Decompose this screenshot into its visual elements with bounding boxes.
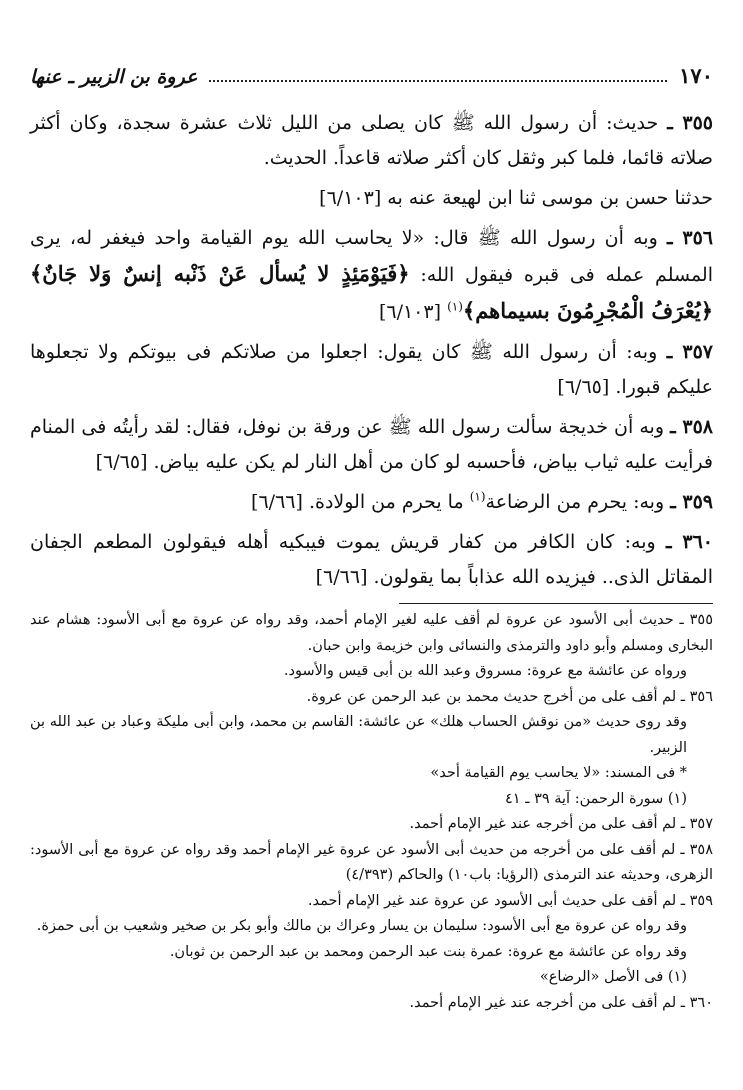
main-text: [30, 106, 713, 595]
hadith-text: وبه أن رسول الله ﷺ قال: «لا يحاسب الله يوم القيامة واحد فيغفر له، يرى المسلم عمله فى قبره فيقول الله:: [30, 227, 713, 286]
footnote-marker: (١): [447, 299, 463, 314]
header-dotted-leader: [209, 80, 667, 82]
footnote: ٣٥٧ ـ لم أقف على من أخرجه عند غير الإمام أحمد.: [409, 816, 713, 832]
page-number: ١٧٠: [679, 63, 713, 88]
hadith-isnad: [30, 181, 713, 216]
hadith-entry: [30, 335, 713, 405]
footnote-marker: (١): [469, 489, 486, 504]
hadith-entry: [30, 221, 713, 330]
footnote: وقد رواه عن عروة مع أبى الأسود: سليمان بن يسار وعراك بن مالك وأبو بكر بن صخير وشعيب بن أبى حمزة.: [36, 918, 687, 934]
footnote: (١) سورة الرحمن: آية ٣٩ ـ ٤١: [505, 790, 687, 807]
hadith-text: حديث: أن رسول الله ﷺ كان يصلى من الليل ثلاث عشرة سجدة، وكان أكثر صلاته قائما، فلما كبر وثقل كان أكثر صلاته قاعداً. الحديث.: [30, 112, 713, 169]
footnote: ورواه عن عائشة مع عروة: مسروق وعبد الله بن أبى قيس والأسود.: [283, 663, 687, 679]
footnote: وقد رواه عن عائشة مع عروة: عمرة بنت عبد الرحمن ومحمد بن عبد الرحمن بن ثوبان.: [169, 943, 687, 960]
footnote-separator: [399, 603, 713, 604]
footnote: ٣٥٨ ـ لم أقف على من أخرجه من حديث أبى الأسود عن عروة غير الإمام أحمد وقد رواه عن عروة مع أبى الأسود: الزهرى، وحديثه عند الترمذى (الرؤيا: باب١٠) والحاكم (٤/٣٩٣): [30, 841, 713, 883]
footnote: ٣٥٦ ـ لم أقف على من أخرج حديث محمد بن عبد الرحمن عن عروة.: [306, 688, 713, 705]
reference: [٦/١٠٣]: [378, 301, 442, 323]
running-title: عروة بن الزبير ـ عنها: [30, 66, 198, 88]
hadith-number: ٣٥٩ ـ: [670, 491, 713, 513]
hadith-text: وبه: كان الكافر من كفار قريش يموت فيبكيه أهله فيقولون المطعم الجفان المقاتل الذى.. فيزيده الله عذاباً بما يقولون. [٦/٦٦]: [30, 531, 713, 588]
hadith-number: ٣٥٧ ـ: [666, 341, 714, 363]
hadith-number: ٣٦٠ ـ: [665, 531, 714, 553]
footnote: ٣٥٥ ـ حديث أبى الأسود عن عروة لم أقف عليه لغير الإمام أحمد، وقد رواه عن عروة مع أبى الأسود: هشام عند البخارى ومسلم وأبو داود والترمذى والنسائى وابن خزيمة وابن حبان.: [30, 612, 713, 654]
hadith-entry: [30, 410, 713, 480]
hadith-text: حدثنا حسن بن موسى ثنا ابن لهيعة عنه به [٦/١٠٣]: [319, 187, 713, 209]
hadith-number: ٣٥٦ ـ: [666, 227, 713, 249]
hadith-entry: [30, 106, 713, 176]
footnotes: [30, 608, 713, 1016]
hadith-number: ٣٥٥ ـ: [667, 112, 713, 134]
page-header: [30, 52, 713, 88]
footnote: (١) فى الأصل «الرضاع»: [539, 969, 687, 985]
hadith-number: ٣٥٨ ـ: [670, 416, 713, 438]
book-page: [30, 52, 713, 1016]
hadith-text: ما يحرم من الولادة. [٦/٦٦]: [251, 491, 464, 513]
hadith-text: وبه أن خديجة سألت رسول الله ﷺ عن ورقة بن نوفل، فقال: لقد رأيتُه فى المنام فرأيت عليه ثياب بياض، فأحسبه لو كان من أهل النار لم يكن عليه بياض. [٦/٦٥]: [30, 416, 713, 473]
footnote: ٣٦٠ ـ لم أقف على من أخرجه عند غير الإمام أحمد.: [409, 994, 713, 1011]
quran-verse: ﴿فَيَوْمَئِذٍ لا يُسأل عَنْ ذَنْبه إنسٌ وَلا جَانٌ﴾ ﴿يُعْرَفُ الْمُجْرِمُونَ بسيماهم﴾: [30, 261, 713, 323]
hadith-entry: [30, 525, 713, 595]
hadith-text: وبه: يحرم من الرضاعة: [485, 491, 665, 513]
footnote: * فى المسند: «لا يحاسب يوم القيامة أحد»: [430, 765, 687, 781]
hadith-entry: [30, 485, 713, 520]
hadith-text: وبه: أن رسول الله ﷺ كان يقول: اجعلوا من صلاتكم فى بيوتكم ولا تجعلوها عليكم قبورا. [٦/٦٥]: [30, 341, 713, 398]
footnote: وقد روى حديث «من نوقش الحساب هلك» عن عائشة: القاسم بن محمد، وابن أبى مليكة وعباد بن عبد الله بن الزبير.: [30, 714, 687, 756]
footnote: ٣٥٩ ـ لم أقف على حديث أبى الأسود عن عروة عند غير الإمام أحمد.: [307, 892, 713, 909]
